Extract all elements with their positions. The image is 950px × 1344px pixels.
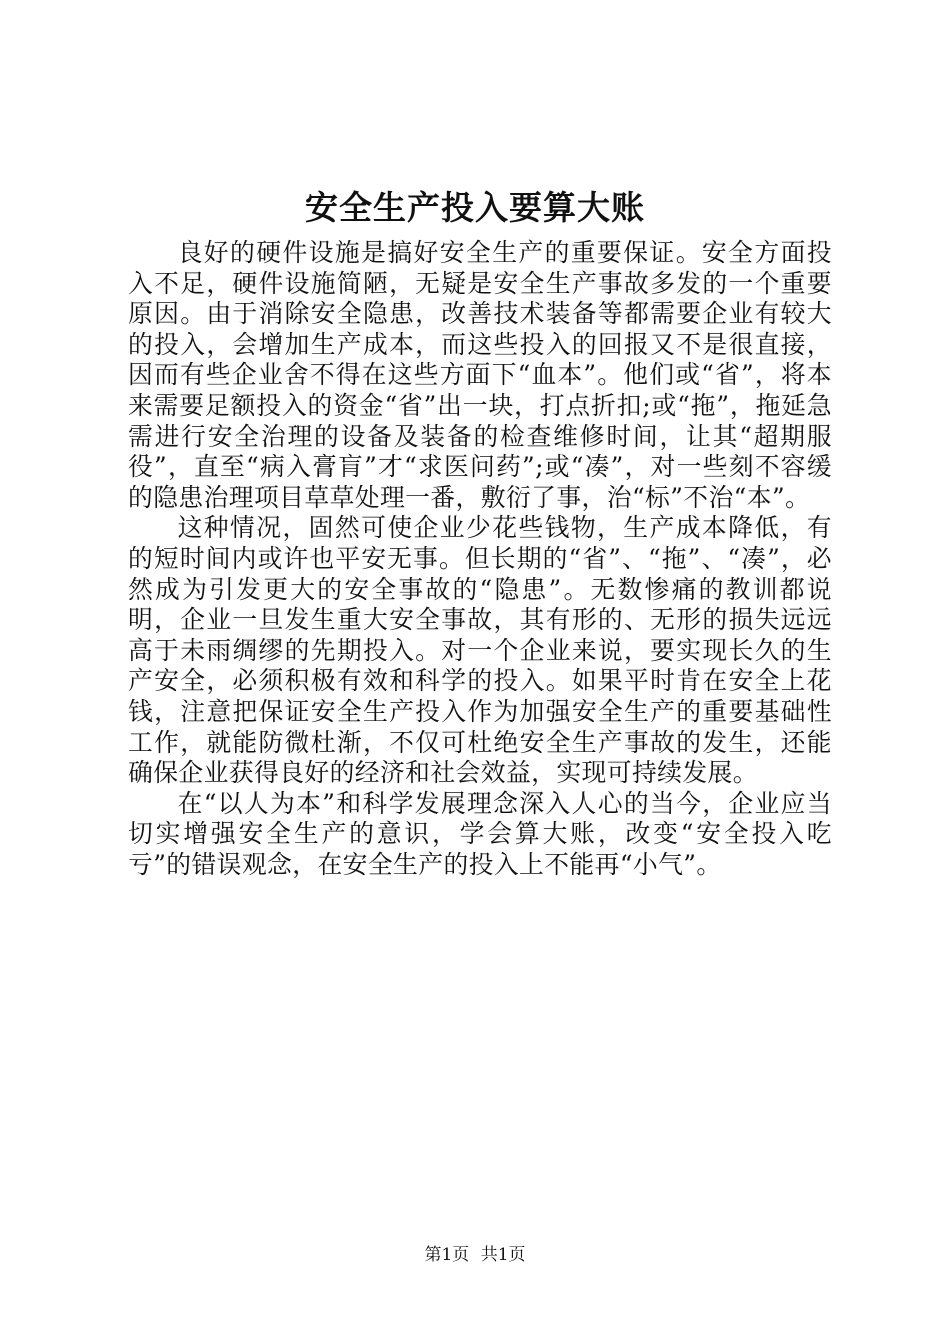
document-title: 安全生产投入要算大账 bbox=[305, 188, 645, 227]
paragraph-1: 良好的硬件设施是搞好安全生产的重要保证。安全方面投入不足，硬件设施简陋，无疑是安全生产事故多发的一个重要原因。由于消除安全隐患，改善技术装备等都需要企业有较大的投入，会增加生产成本，而这些投入的回报又不是很直接，因而有些企业舍不得在这些方面下“血本”。他们或“省”，将本来需要足额投入的资金“省”出一块，打点折扣;或“拖”，拖延急需进行安全治理的设备及装备的检查维修时间，让其“超期服役”，直至“病入膏肓”才“求医问药”;或“凑”，对一些刻不容缓的隐患治理项目草草处理一番，敷衍了事，治“标”不治“本”。 bbox=[128, 238, 832, 512]
page-number: 第1页 bbox=[424, 1245, 470, 1265]
page-footer bbox=[0, 1243, 950, 1267]
paragraph-3: 在“以人为本”和科学发展理念深入人心的当今，企业应当切实增强安全生产的意识，学会算大账，改变“安全投入吃亏”的错误观念，在安全生产的投入上不能再“小气”。 bbox=[128, 788, 832, 879]
paragraph-2: 这种情况，固然可使企业少花些钱物，生产成本降低，有的短时间内或许也平安无事。但长期的“省”、“拖”、“凑”，必然成为引发更大的安全事故的“隐患”。无数惨痛的教训都说明，企业一旦发生重大安全事故，其有形的、无形的损失远远高于未雨绸缪的先期投入。对一个企业来说，要实现长久的生产安全，必须积极有效和科学的投入。如果平时肯在安全上花钱，注意把保证安全生产投入作为加强安全生产的重要基础性工作，就能防微杜渐，不仅可杜绝安全生产事故的发生，还能确保企业获得良好的经济和社会效益，实现可持续发展。 bbox=[128, 513, 832, 788]
document-body bbox=[128, 238, 832, 880]
page-total: 共1页 bbox=[480, 1245, 526, 1265]
